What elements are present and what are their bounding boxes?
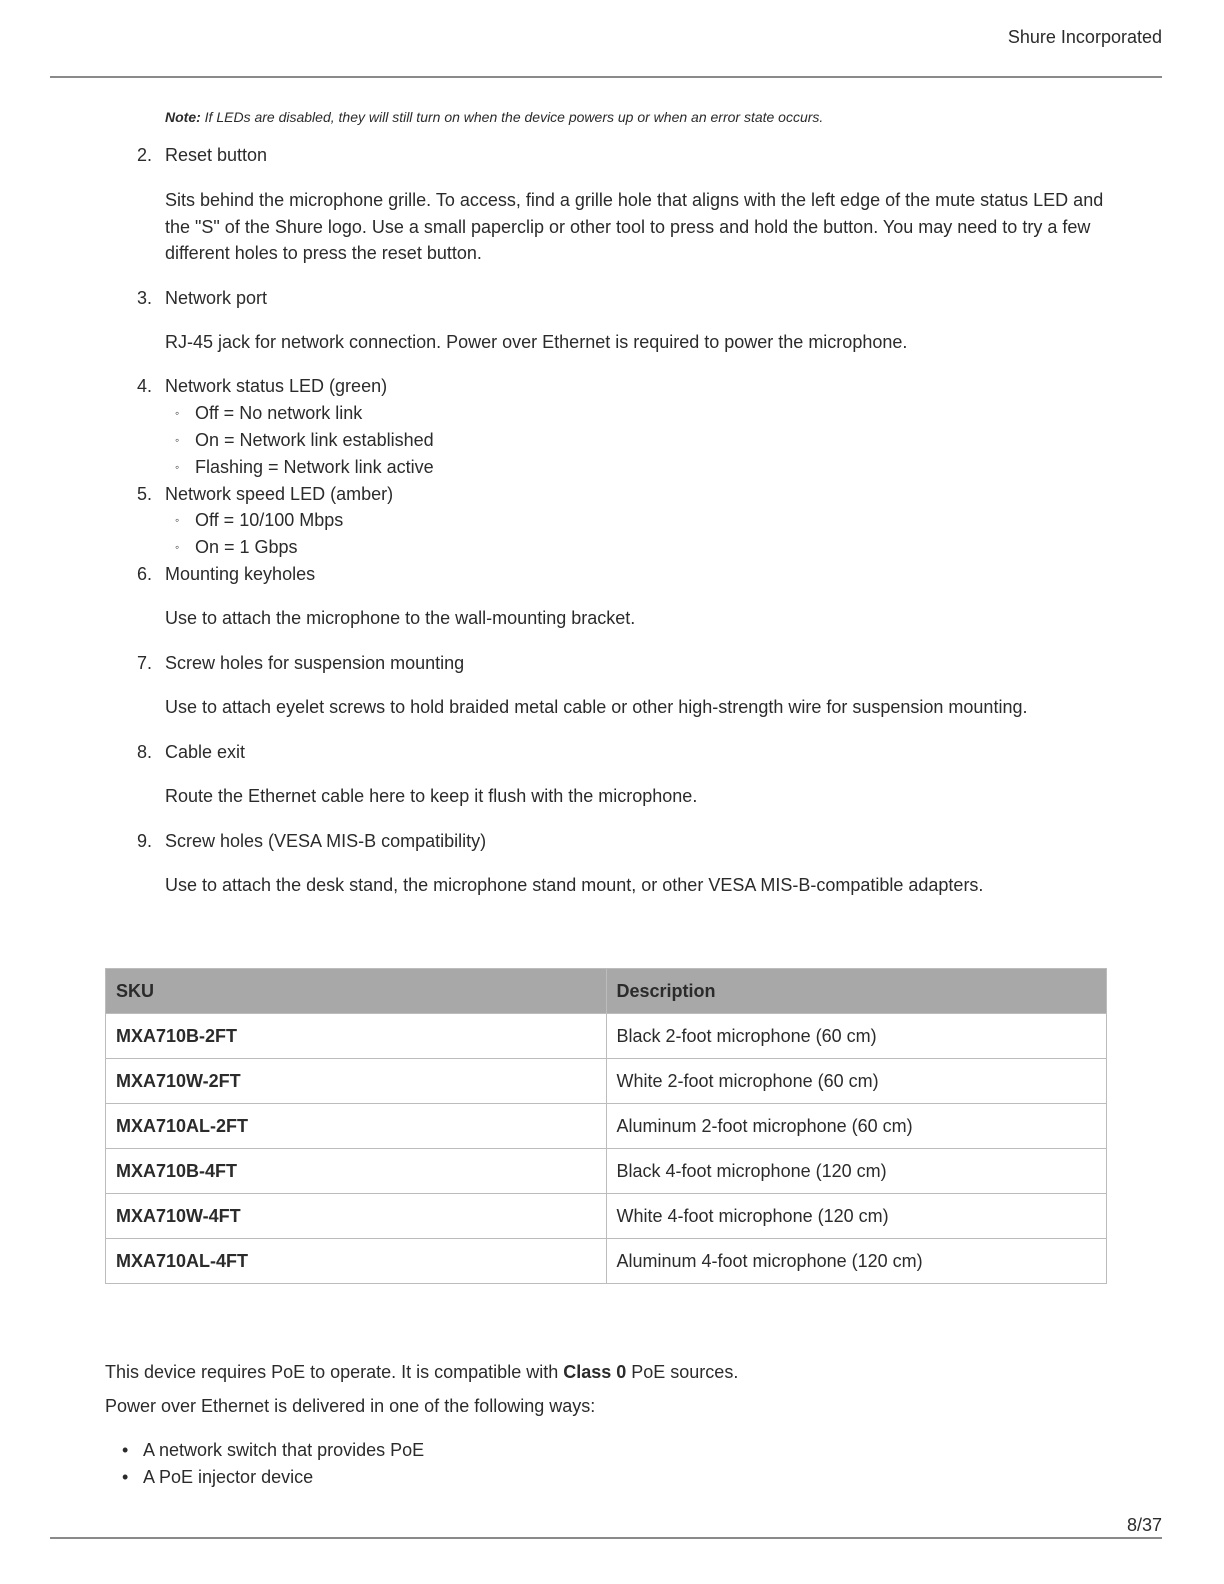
sub-bullet: ◦ bbox=[175, 460, 180, 474]
list-item-title: Network status LED (green) bbox=[165, 376, 388, 396]
list-item-title: Screw holes (VESA MIS-B compatibility) bbox=[165, 831, 487, 851]
footer-rule bbox=[50, 1537, 1162, 1539]
list-item-title: Reset button bbox=[165, 145, 268, 165]
list-item-number: 9. bbox=[137, 831, 153, 851]
list-item-title: Mounting keyholes bbox=[165, 564, 316, 584]
table-row bbox=[106, 1059, 1107, 1104]
sub-item: Off = No network link bbox=[195, 403, 363, 423]
description-cell: Aluminum 4-foot microphone (120 cm) bbox=[606, 1239, 1107, 1284]
page-number: 8/37 bbox=[1126, 1515, 1162, 1535]
poe-class: Class 0 bbox=[563, 1362, 627, 1382]
list-item-number: 2. bbox=[137, 145, 153, 165]
description-cell: Black 4-foot microphone (120 cm) bbox=[606, 1149, 1107, 1194]
description-cell: White 4-foot microphone (120 cm) bbox=[606, 1194, 1107, 1239]
column-header-sku: SKU bbox=[106, 969, 607, 1014]
list-item: A network switch that provides PoE bbox=[143, 1440, 425, 1460]
description-cell: White 2-foot microphone (60 cm) bbox=[606, 1059, 1107, 1104]
sub-bullet: ◦ bbox=[175, 513, 180, 527]
table-row bbox=[106, 1239, 1107, 1284]
list-item-description: RJ-45 jack for network connection. Power over Ethernet is required to power the microphone. bbox=[165, 332, 908, 352]
sku-cell: MXA710W-2FT bbox=[106, 1059, 607, 1104]
list-item-description: Route the Ethernet cable here to keep it flush with the microphone. bbox=[165, 786, 698, 806]
table-row bbox=[106, 1104, 1107, 1149]
list-item-number: 5. bbox=[137, 484, 153, 504]
sku-table bbox=[105, 968, 1107, 1284]
sub-item: Off = 10/100 Mbps bbox=[195, 510, 344, 530]
table-row bbox=[106, 1149, 1107, 1194]
list-item: A PoE injector device bbox=[143, 1467, 314, 1487]
list-item-number: 8. bbox=[137, 742, 153, 762]
list-item-description: Use to attach eyelet screws to hold braided metal cable or other high-strength wire for suspension mounting. bbox=[165, 697, 1028, 717]
table-row bbox=[106, 1014, 1107, 1059]
list-item-number: 4. bbox=[137, 376, 153, 396]
poe-text-before: This device requires PoE to operate. It is compatible with bbox=[105, 1362, 564, 1382]
bullet: • bbox=[122, 1440, 129, 1460]
table-header-row bbox=[106, 969, 1107, 1014]
sku-cell: MXA710B-4FT bbox=[106, 1149, 607, 1194]
list-item-description: Use to attach the microphone to the wall-mounting bracket. bbox=[165, 608, 636, 628]
list-item-title: Cable exit bbox=[165, 742, 246, 762]
sub-bullet: ◦ bbox=[175, 540, 180, 554]
sku-cell: MXA710W-4FT bbox=[106, 1194, 607, 1239]
column-header-description: Description bbox=[606, 969, 1107, 1014]
list-item-title: Screw holes for suspension mounting bbox=[165, 653, 465, 673]
note-text: If LEDs are disabled, they will still turn on when the device powers up or when an error state occurs. bbox=[200, 109, 824, 125]
sub-item: On = 1 Gbps bbox=[195, 537, 298, 557]
table-row bbox=[106, 1194, 1107, 1239]
sub-item: Flashing = Network link active bbox=[195, 457, 434, 477]
list-item-description: Use to attach the desk stand, the microphone stand mount, or other VESA MIS-B-compatible adapters. bbox=[165, 875, 984, 895]
bullet: • bbox=[122, 1467, 129, 1487]
sub-bullet: ◦ bbox=[175, 433, 180, 447]
sub-bullet: ◦ bbox=[175, 406, 180, 420]
sku-cell: MXA710AL-2FT bbox=[106, 1104, 607, 1149]
poe-delivery-paragraph: Power over Ethernet is delivered in one of the following ways: bbox=[105, 1396, 596, 1416]
poe-requirement-paragraph bbox=[105, 1359, 738, 1386]
note-label: Note: bbox=[165, 109, 201, 125]
list-item-number: 3. bbox=[137, 288, 153, 308]
sku-cell: MXA710B-2FT bbox=[106, 1014, 607, 1059]
description-cell: Aluminum 2-foot microphone (60 cm) bbox=[606, 1104, 1107, 1149]
list-item-title: Network port bbox=[165, 288, 268, 308]
description-cell: Black 2-foot microphone (60 cm) bbox=[606, 1014, 1107, 1059]
header-company: Shure Incorporated bbox=[1007, 27, 1162, 47]
list-item-description: Sits behind the microphone grille. To access, find a grille hole that aligns with the left edge of the mute status LED and the "S" of the Shure logo. Use a small paperclip or other tool to press and hold the button. You may need to try a few different holes to press the reset button. bbox=[165, 190, 1104, 263]
led-note bbox=[165, 108, 823, 126]
poe-text-after: PoE sources. bbox=[626, 1362, 739, 1382]
sku-cell: MXA710AL-4FT bbox=[106, 1239, 607, 1284]
sub-item: On = Network link established bbox=[195, 430, 434, 450]
list-item-title: Network speed LED (amber) bbox=[165, 484, 394, 504]
header-rule bbox=[50, 76, 1162, 78]
list-item-number: 7. bbox=[137, 653, 153, 673]
list-item-number: 6. bbox=[137, 564, 153, 584]
